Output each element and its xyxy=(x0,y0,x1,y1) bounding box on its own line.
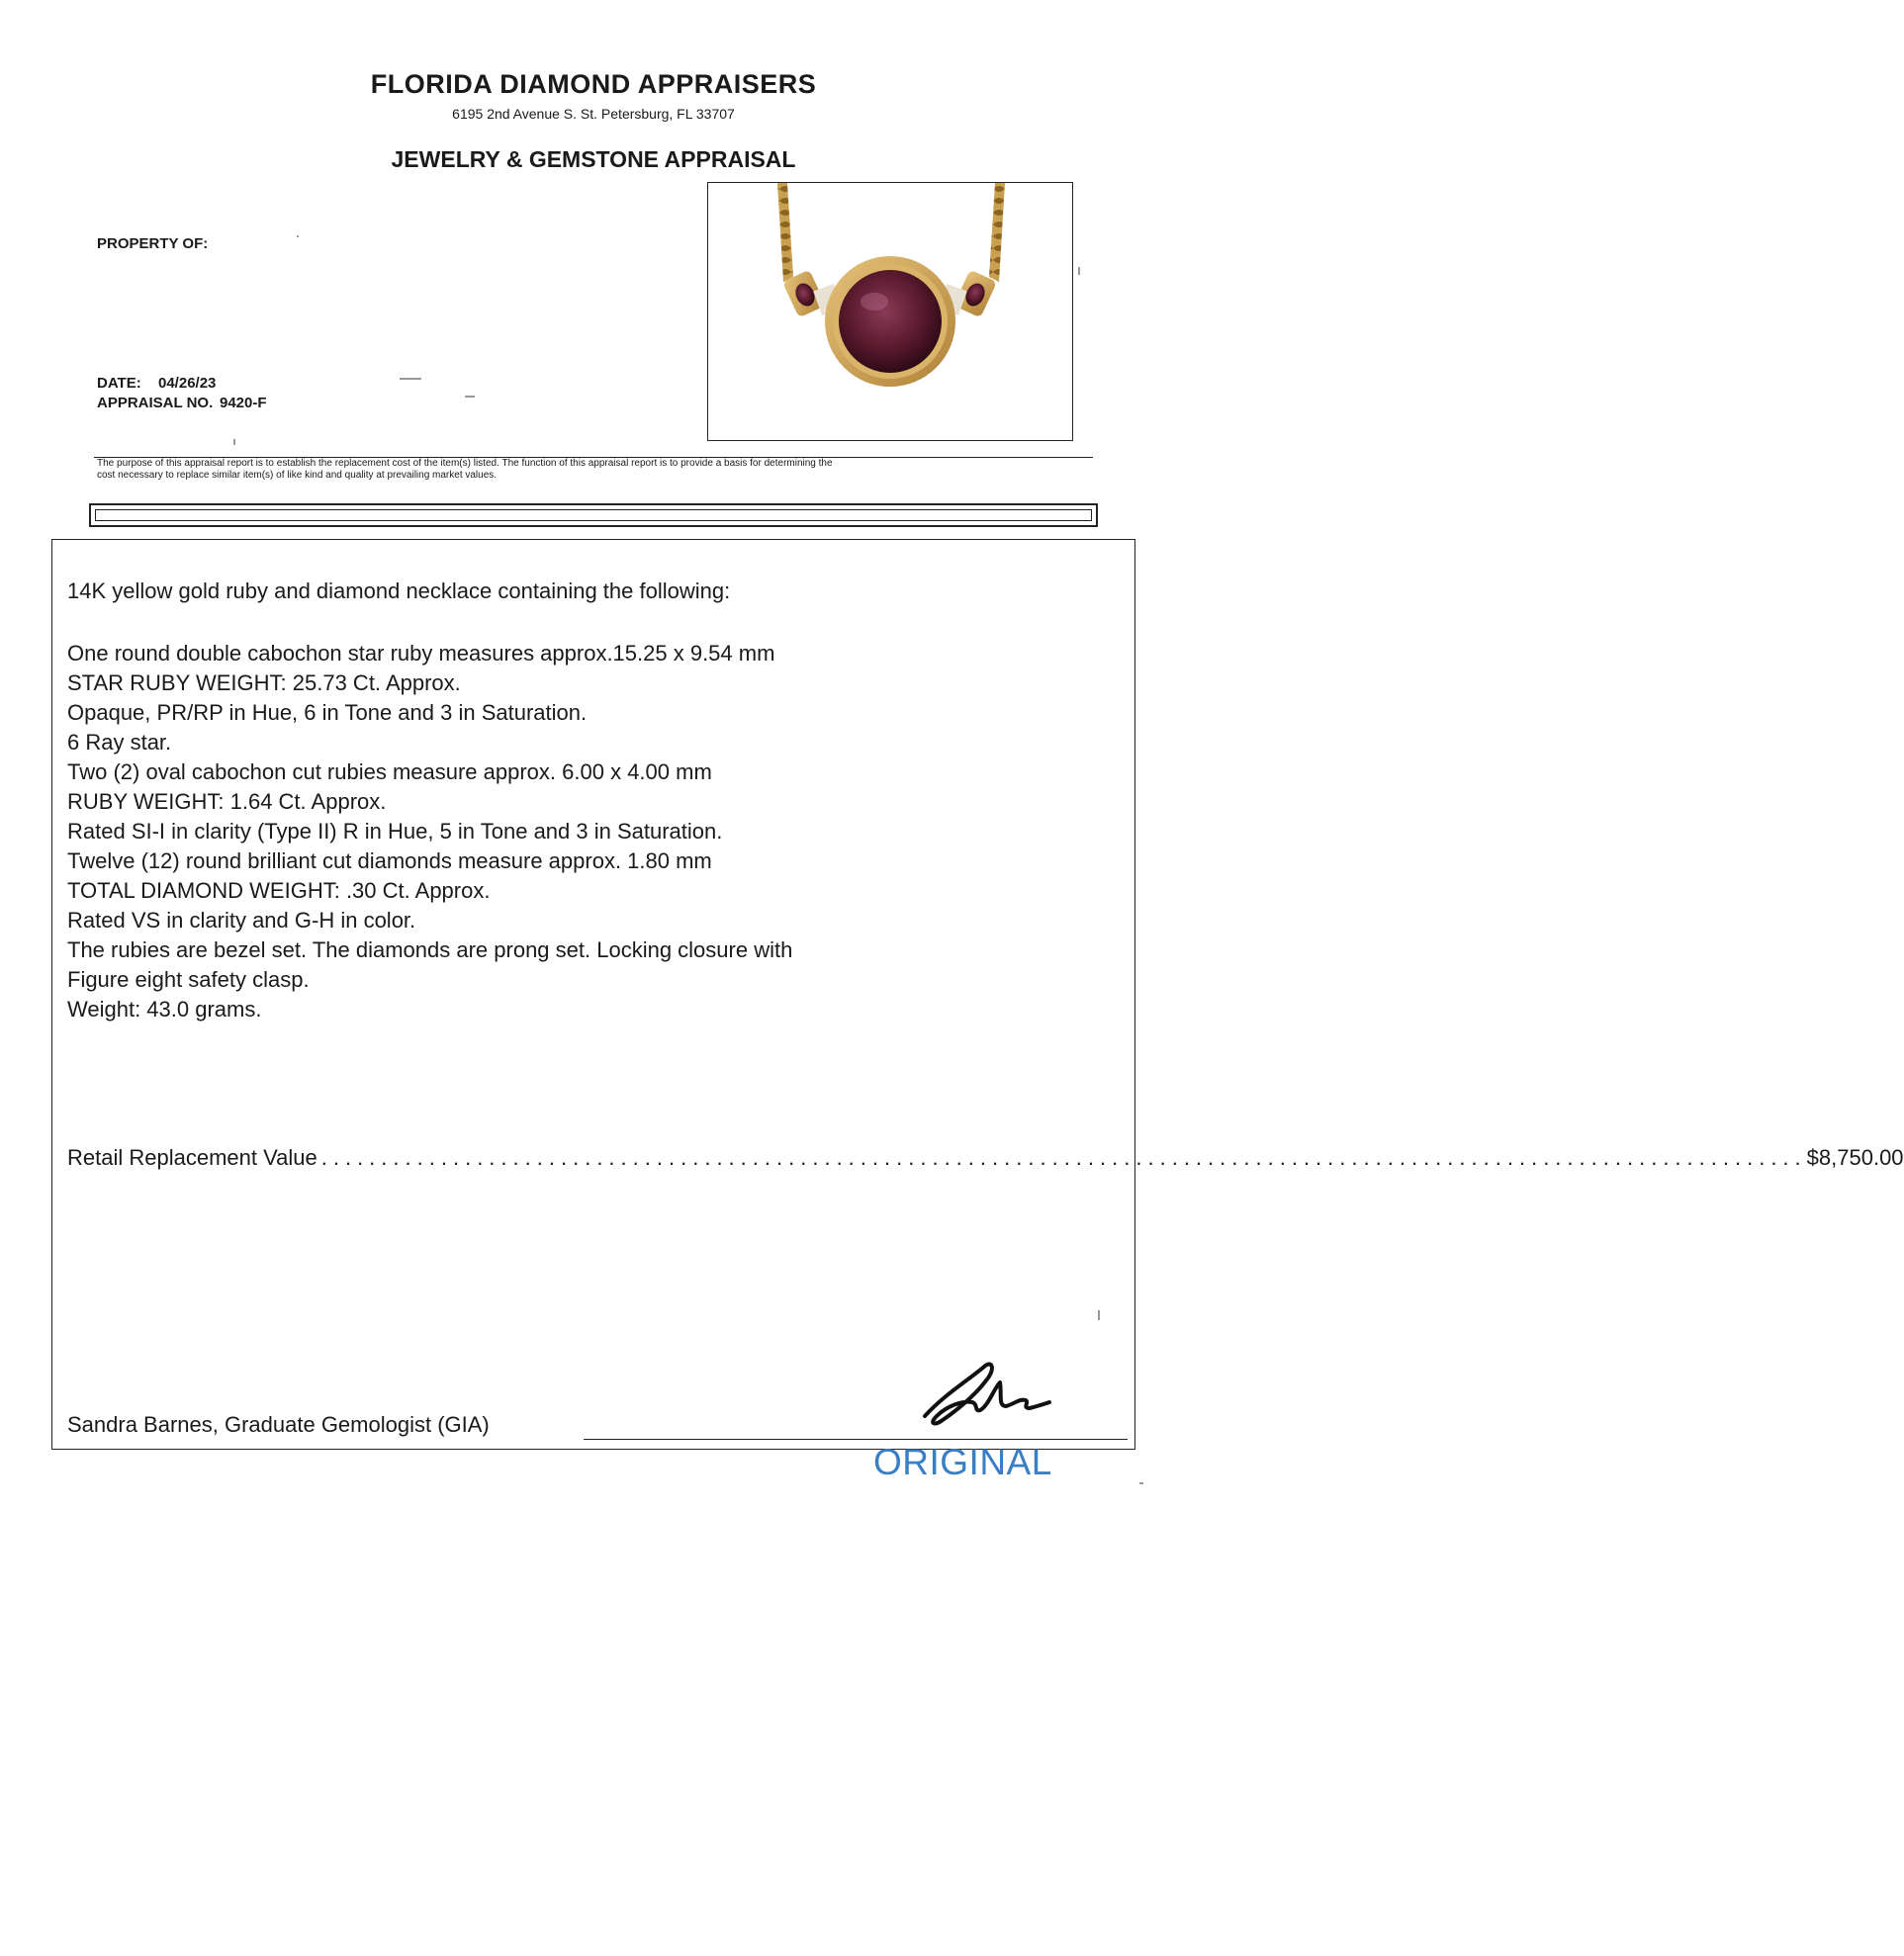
ruby-necklace-photo-icon xyxy=(708,183,1071,439)
leader-dots: ............................................................................................................................ xyxy=(320,1145,1807,1170)
description-line: 6 Ray star. xyxy=(67,730,172,755)
appraisal-no-label: APPRAISAL NO. xyxy=(97,395,214,411)
document-title: JEWELRY & GEMSTONE APPRAISAL xyxy=(391,146,796,172)
description-line: One round double cabochon star ruby measures approx.15.25 x 9.54 mm xyxy=(67,641,775,666)
description-line: Figure eight safety clasp. xyxy=(67,967,310,992)
description-line: Rated SI-I in clarity (Type II) R in Hue, 5 in Tone and 3 in Saturation. xyxy=(67,819,723,844)
date-label: DATE: xyxy=(97,375,141,392)
replacement-value: $8,750.00 xyxy=(1806,1145,1904,1170)
date-value: 04/26/23 xyxy=(158,375,217,392)
company-name: FLORIDA DIAMOND APPRAISERS xyxy=(370,69,817,99)
section-divider-bar xyxy=(89,503,1098,527)
appraisal-no-value: 9420-F xyxy=(220,395,267,411)
disclaimer-line-2: cost necessary to replace similar item(s) of like kind and quality at prevailing market values. xyxy=(97,470,498,481)
item-photo-frame xyxy=(707,182,1073,441)
description-line: RUBY WEIGHT: 1.64 Ct. Approx. xyxy=(67,789,387,814)
company-address: 6195 2nd Avenue S. St. Petersburg, FL 33707 xyxy=(452,106,735,122)
disclaimer-line-1: The purpose of this appraisal report is to establish the replacement cost of the item(s) listed. The function of this appraisal report is to provide a basis for determining the xyxy=(97,458,833,469)
description-line: Rated VS in clarity and G-H in color. xyxy=(67,908,416,933)
item-description xyxy=(67,639,1086,1024)
description-line: STAR RUBY WEIGHT: 25.73 Ct. Approx. xyxy=(67,670,461,695)
replacement-value-label: Retail Replacement Value xyxy=(67,1145,317,1170)
replacement-value-row xyxy=(67,1145,1904,1171)
description-line: The rubies are bezel set. The diamonds are prong set. Locking closure with xyxy=(67,937,793,962)
original-stamp: ORIGINAL xyxy=(873,1442,1052,1482)
disclaimer-text xyxy=(97,458,1086,482)
description-line: Two (2) oval cabochon cut rubies measure approx. 6.00 x 4.00 mm xyxy=(67,759,712,784)
appraiser-name: Sandra Barnes, Graduate Gemologist (GIA) xyxy=(67,1412,490,1437)
handwritten-signature xyxy=(915,1355,1053,1434)
item-intro: 14K yellow gold ruby and diamond necklace containing the following: xyxy=(67,578,731,603)
description-line: Opaque, PR/RP in Hue, 6 in Tone and 3 in Saturation. xyxy=(67,700,588,725)
description-line: TOTAL DIAMOND WEIGHT: .30 Ct. Approx. xyxy=(67,878,491,903)
description-line: Twelve (12) round brilliant cut diamonds measure approx. 1.80 mm xyxy=(67,848,712,873)
signature-line xyxy=(584,1439,1128,1440)
description-line: Weight: 43.0 grams. xyxy=(67,997,262,1022)
property-of-label: PROPERTY OF: xyxy=(97,235,209,252)
